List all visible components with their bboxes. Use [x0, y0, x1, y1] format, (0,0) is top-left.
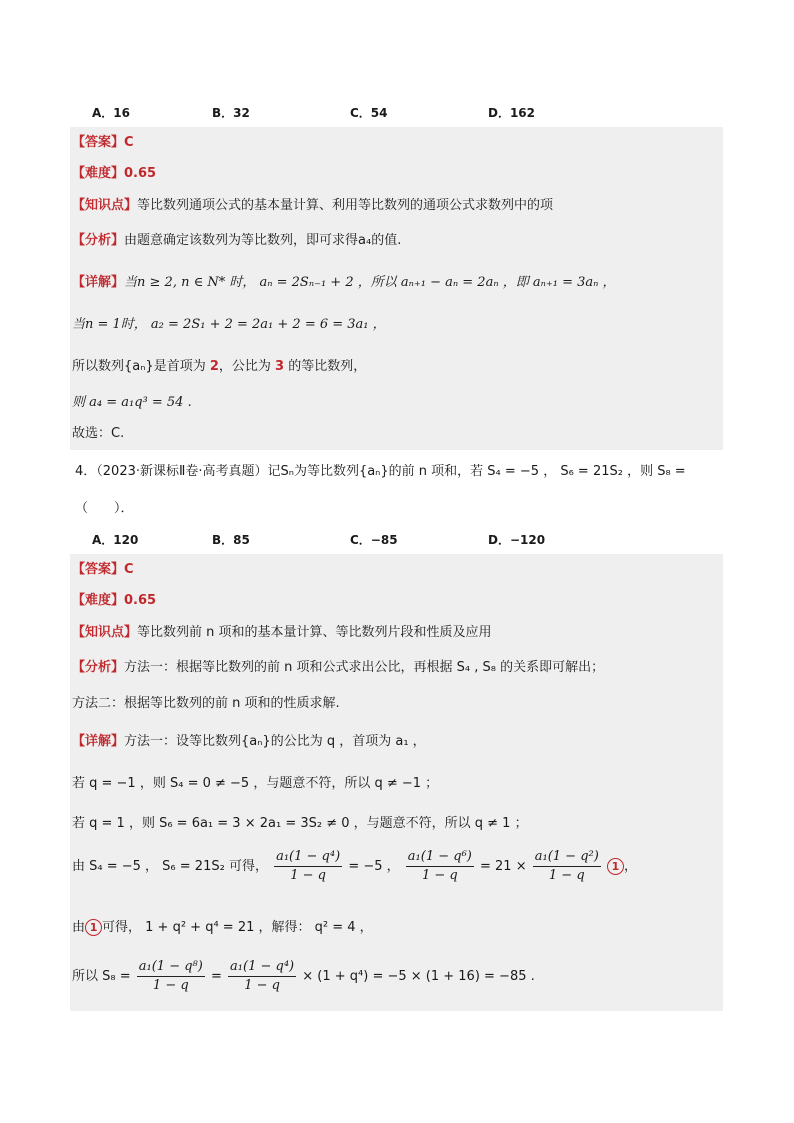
q4-detail-row-1 — [72, 732, 426, 752]
difficulty-tag: 【难度】 — [72, 166, 125, 181]
q3-difficulty-row — [72, 164, 156, 184]
q3-solution-box — [70, 127, 723, 450]
fraction-denominator: 1 − q — [244, 978, 280, 993]
detail-line-6-post: × (1 + q⁴) = −5 × (1 + 16) = −85 . — [302, 969, 535, 984]
first-term-value: 2 — [209, 359, 219, 374]
choice-c: C．54 — [350, 106, 388, 120]
question-blank: （ ）． — [75, 501, 134, 516]
difficulty-value: 0.65 — [124, 166, 157, 181]
answer-tag: 【答案】 — [72, 562, 125, 577]
analysis-tag: 【分析】 — [72, 660, 125, 675]
detail-line-5-post: 可得， 1 + q² + q⁴ = 21 ，解得： q² = 4 ， — [102, 920, 373, 935]
q4-detail-row-5 — [72, 918, 373, 938]
fraction-denominator: 1 − q — [152, 978, 189, 993]
q4-analysis-row-2 — [72, 694, 340, 714]
detail-line-4-pre: 由 S₄ = −5 ， S₆ = 21S₂ 可得， — [72, 859, 268, 874]
fraction-numerator: a₁(1 − q⁴) — [274, 848, 342, 867]
choice-d: D．162 — [488, 106, 536, 120]
fraction-denominator: 1 − q — [548, 868, 585, 883]
knowledge-tag: 【知识点】 — [72, 198, 138, 213]
knowledge-text: 等比数列通项公式的基本量计算、利用等比数列的通项公式求数列中的项 — [137, 198, 554, 213]
fraction-numerator: a₁(1 − q⁶) — [406, 848, 474, 867]
analysis-text-2: 方法二：根据等比数列的前 n 项和的性质求解. — [72, 696, 340, 711]
choice-b: B．85 — [212, 533, 250, 547]
detail-tag: 【详解】 — [72, 734, 125, 749]
question-text: 4．（2023·新课标Ⅱ卷·高考真题）记Sₙ为等比数列{aₙ}的前 n 项和，若 S₄ = −5 ， S₆ = 21S₂ ，则 S₈ = — [75, 464, 686, 479]
detail-line-4-eq2: = 21 × — [480, 859, 527, 874]
choice-a: A．16 — [92, 106, 130, 120]
q4-answer-row — [72, 560, 134, 580]
q4-detail-row-6: 所以 S₈ = $\frac{\text{a₁(1 − q⁸)}}{1 - q}$ = $\frac{\text{a₁(1 − q⁴)}}{1 - q}$ × (1 + q⁴) = −5 × (1 + 16) = −85 . — [72, 959, 535, 993]
detail-line-2: 当n = 1时， a₂ = 2S₁ + 2 = 2a₁ + 2 = 6 = 3a₁ ， — [72, 317, 386, 332]
detail-line-5-pre: 由 — [72, 920, 86, 935]
q3-knowledge-row — [72, 196, 553, 216]
q4-knowledge-row — [72, 623, 492, 643]
detail-line-3-post: 的等比数列， — [284, 359, 367, 374]
analysis-tag: 【分析】 — [72, 233, 125, 248]
q3-detail-row-2 — [72, 315, 386, 335]
fraction-s6 — [406, 848, 474, 885]
q4-choices — [92, 531, 712, 553]
q3-analysis-row — [72, 231, 401, 251]
detail-line-2: 若 q = −1 ，则 S₄ = 0 ≠ −5 ，与题意不符，所以 q ≠ −1 ； — [72, 776, 439, 791]
knowledge-text: 等比数列前 n 项和的基本量计算、等比数列片段和性质及应用 — [137, 625, 492, 640]
answer-value: C — [124, 135, 134, 150]
q3-detail-row-3 — [72, 357, 366, 377]
q4-question-line-2 — [75, 497, 134, 516]
q4-difficulty-row — [72, 591, 156, 611]
q3-conclusion-row — [72, 424, 124, 444]
fraction-s4-factor — [228, 958, 296, 995]
fraction-denominator: 1 − q — [290, 868, 326, 883]
detail-line-3: 若 q = 1 ，则 S₆ = 6a₁ = 3 × 2a₁ = 3S₂ ≠ 0 ，与题意不符，所以 q ≠ 1 ； — [72, 816, 528, 831]
detail-line-3-mid: ，公比为 — [218, 359, 276, 374]
q3-answer-row — [72, 133, 134, 153]
detail-line-1: 方法一：设等比数列{aₙ}的公比为 q ，首项为 a₁ ， — [124, 734, 426, 749]
answer-tag: 【答案】 — [72, 135, 125, 150]
fraction-s8 — [137, 958, 205, 995]
choice-a: A．120 — [92, 533, 139, 547]
answer-value: C — [124, 562, 134, 577]
analysis-text-1: 方法一：根据等比数列的前 n 项和公式求出公比，再根据 S₄ , S₈ 的关系即可解出； — [124, 660, 605, 675]
q4-detail-row-3 — [72, 814, 528, 834]
choice-c: C．−85 — [350, 533, 398, 547]
difficulty-value: 0.65 — [124, 593, 157, 608]
analysis-text: 由题意确定该数列为等比数列，即可求得a₄的值. — [124, 233, 402, 248]
fraction-numerator: a₁(1 − q²) — [533, 848, 601, 867]
difficulty-tag: 【难度】 — [72, 593, 125, 608]
choice-b: B．32 — [212, 106, 250, 120]
q4-detail-row-2 — [72, 774, 438, 794]
detail-line-3-pre: 所以数列{aₙ}是首项为 — [72, 359, 210, 374]
fraction-numerator: a₁(1 − q⁴) — [228, 958, 296, 977]
q4-solution-box — [70, 554, 723, 1011]
circled-number-icon: 1 — [85, 919, 102, 936]
knowledge-tag: 【知识点】 — [72, 625, 138, 640]
q3-detail-row-1 — [72, 273, 616, 293]
q4-detail-row-4: 由 S₄ = −5 ， S₆ = 21S₂ 可得， $\frac{\text{a₁(1 − q⁴)}}{1 - q}$ = −5 ， $\frac{\text{a₁(1 − q⁶)}}{1 - q}$ = 21 × $\frac{\text{a₁(1 − q²)}}{1 - q}$ 1 ， — [72, 849, 637, 883]
detail-tag: 【详解】 — [72, 275, 125, 290]
q4-question-line-1 — [75, 460, 686, 479]
fraction-s2 — [533, 848, 601, 885]
fraction-denominator: 1 − q — [421, 868, 458, 883]
fraction-s4 — [274, 848, 342, 885]
detail-line-4: 则 a₄ = a₁q³ = 54 . — [72, 395, 192, 410]
detail-line-4-eq1: = −5 ， — [348, 859, 400, 874]
q4-analysis-row-1 — [72, 658, 604, 678]
choice-d: D．−120 — [488, 533, 546, 547]
detail-line-6-pre: 所以 S₈ = — [72, 969, 131, 984]
q3-choices — [92, 104, 712, 126]
detail-line-1: 当n ≥ 2, n ∈ N* 时， aₙ = 2Sₙ₋₁ + 2 ，所以 aₙ₊₁ − aₙ = 2aₙ ，即 aₙ₊₁ = 3aₙ ， — [124, 275, 616, 290]
circled-number-icon: 1 — [607, 858, 624, 875]
q3-detail-row-4 — [72, 393, 192, 413]
ratio-value: 3 — [275, 359, 285, 374]
conclusion-text: 故选：C. — [72, 426, 125, 441]
fraction-numerator: a₁(1 − q⁸) — [137, 958, 205, 977]
